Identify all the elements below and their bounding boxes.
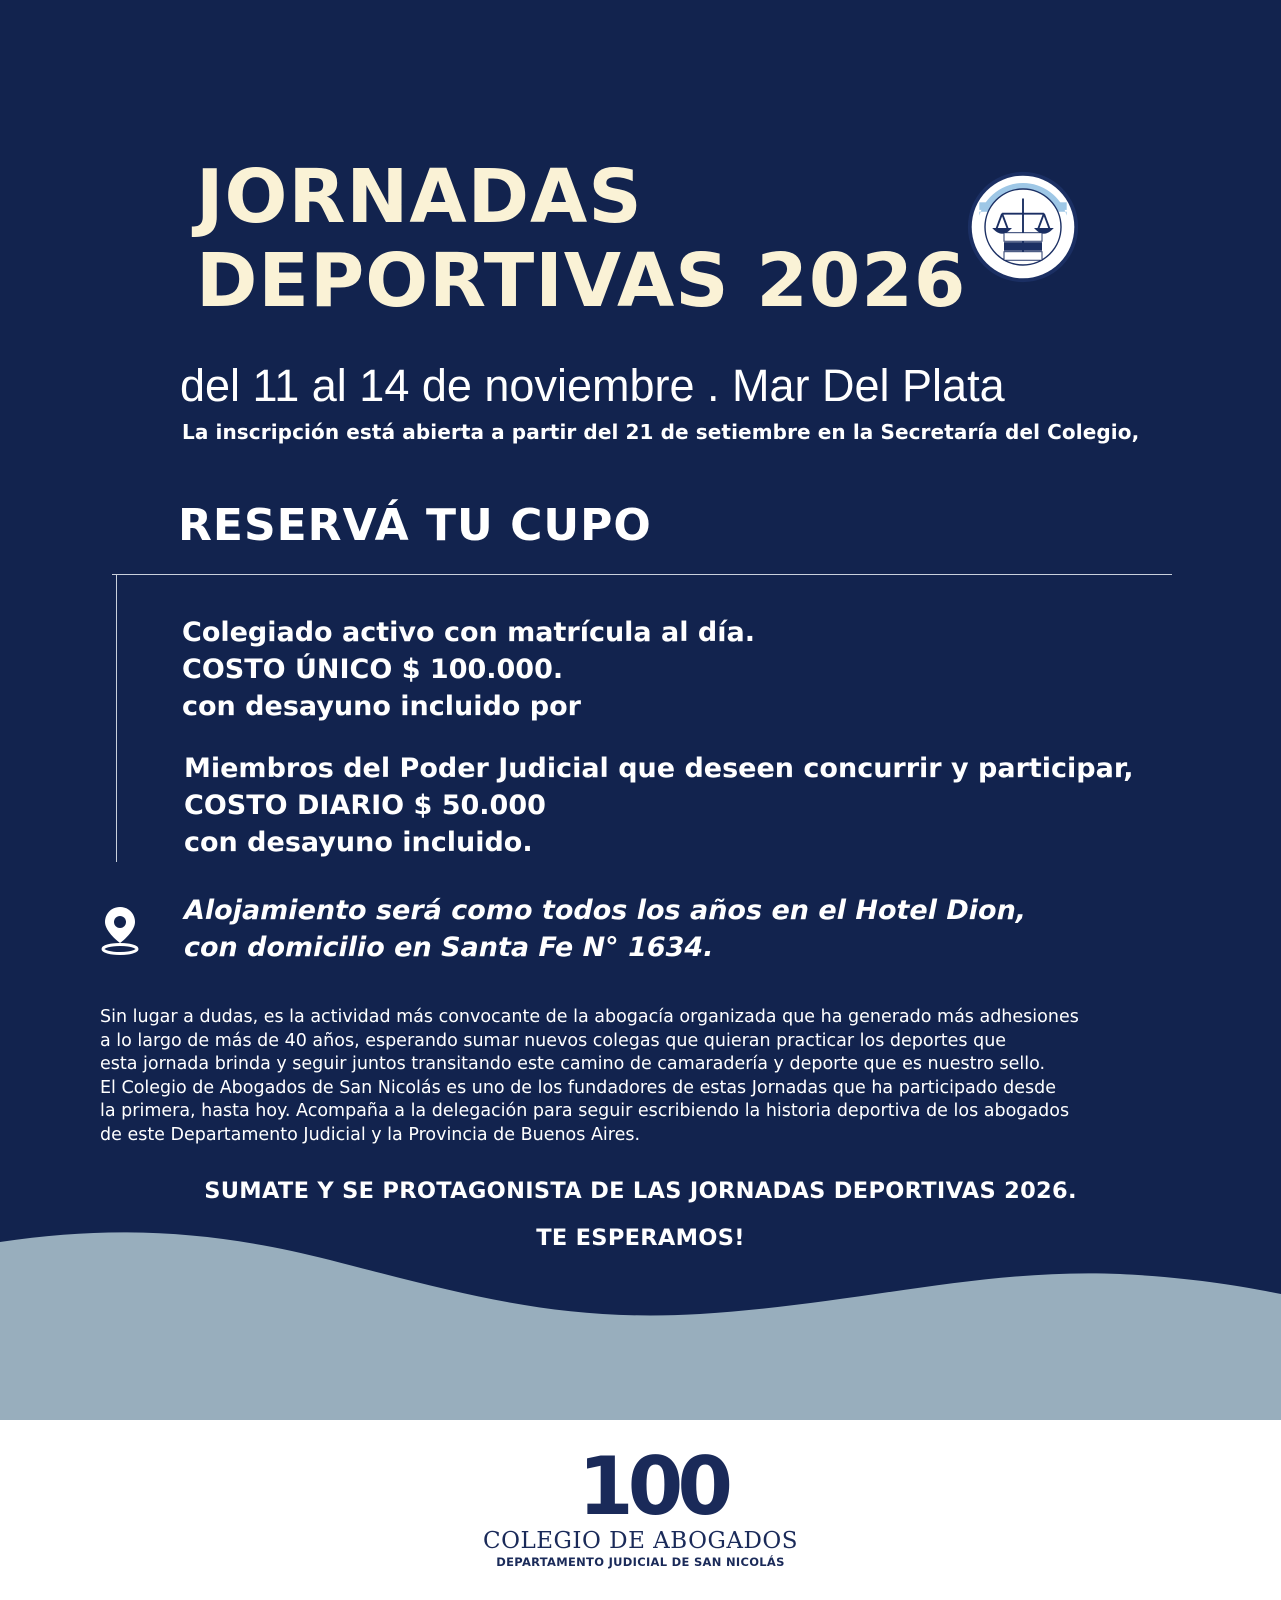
cta-line-2: TE ESPERAMOS!	[536, 1225, 745, 1251]
divider-horizontal	[112, 574, 1172, 575]
judicial-line-3: con desayuno incluido.	[184, 827, 533, 858]
pricing-judicial	[184, 750, 1133, 861]
divider-vertical	[116, 574, 117, 862]
description-line: a lo largo de más de 40 años, esperando sumar nuevos colegas que quieran practicar los deportes que	[100, 1030, 1007, 1051]
location-pin-icon	[100, 905, 140, 955]
reserve-heading: RESERVÁ TU CUPO	[178, 500, 652, 551]
description-line: El Colegio de Abogados de San Nicolás es uno de los fundadores de estas Jornadas que ha participado desde	[100, 1077, 1057, 1098]
judicial-line-1: Miembros del Poder Judicial que deseen concurrir y participar,	[184, 753, 1134, 784]
description-line: la primera, hasta hoy. Acompaña a la delegación para seguir escribiendo la historia deportiva de los abogados	[100, 1101, 1070, 1121]
footer-department: DEPARTAMENTO JUDICIAL DE SAN NICOLÁS	[496, 1555, 785, 1569]
centenary-number: 100	[578, 1440, 727, 1533]
description-line: esta jornada brinda y seguir juntos transitando este camino de camaradería y deporte que es nuestro sello.	[100, 1054, 1046, 1074]
title-line-2: DEPORTIVAS 2026	[196, 238, 967, 324]
judicial-line-2: COSTO DIARIO $ 50.000	[184, 790, 546, 821]
description-line: Sin lugar a dudas, es la actividad más convocante de la abogacía organizada que ha generado más adhesiones	[100, 1007, 1079, 1027]
footer-org-name: COLEGIO DE ABOGADOS	[482, 1528, 798, 1554]
cta-line-1: SUMATE Y SE PROTAGONISTA DE LAS JORNADAS DEPORTIVAS 2026.	[204, 1178, 1077, 1204]
colegiado-line-1: Colegiado activo con matrícula al día.	[182, 617, 755, 648]
wave-shape	[0, 1230, 1281, 1420]
description-line: de este Departamento Judicial y la Provincia de Buenos Aires.	[100, 1124, 641, 1145]
colegiado-line-3: con desayuno incluido por	[182, 691, 581, 722]
inscription-note: La inscripción está abierta a partir del 21 de setiembre en la Secretaría del Colegio,	[182, 420, 1140, 444]
lodging-line-1: Alojamiento será como todos los años en el Hotel Dion,	[184, 895, 1027, 926]
wave-path	[0, 1232, 1281, 1420]
colegiado-line-2: COSTO ÚNICO $ 100.000.	[182, 654, 564, 685]
centenary-logo	[578, 1440, 727, 1533]
colegio-seal	[966, 170, 1080, 284]
description-paragraph	[100, 1006, 1200, 1147]
lodging-info	[184, 892, 1026, 966]
lodging-line-2: con domicilio en Santa Fe N° 1634.	[184, 932, 714, 963]
pricing-colegiado	[182, 614, 755, 725]
title-line-1: JORNADAS	[196, 154, 643, 240]
page-title	[196, 154, 967, 324]
event-dates: del 11 al 14 de noviembre . Mar Del Plata	[180, 360, 1005, 411]
